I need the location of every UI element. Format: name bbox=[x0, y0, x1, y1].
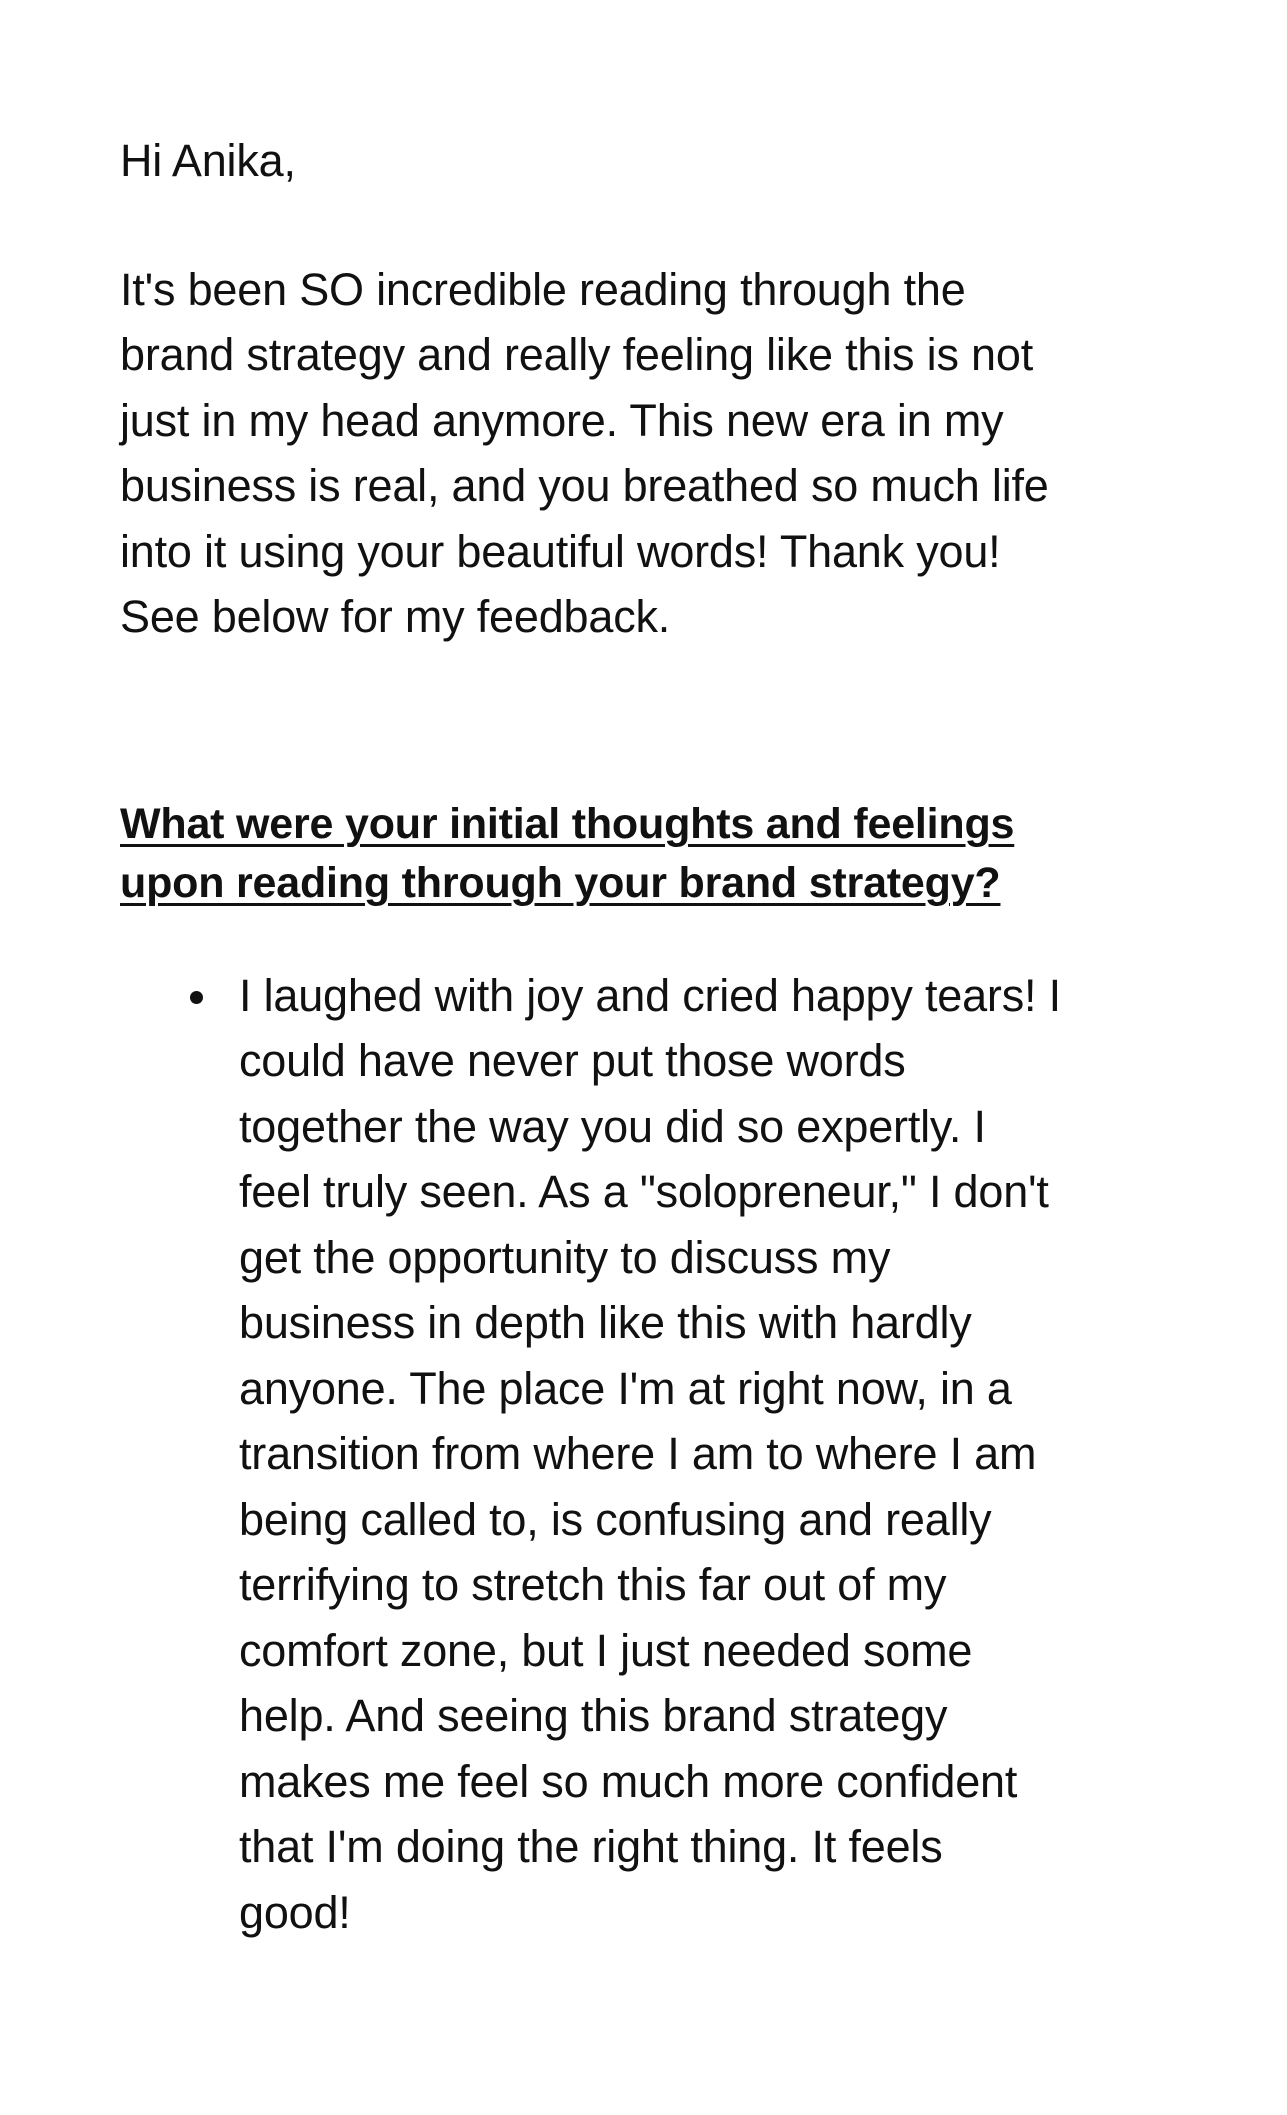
bullet-icon bbox=[190, 991, 203, 1004]
question-line: What were your initial thoughts and feelings bbox=[120, 799, 1015, 848]
answer-line: could have never put those words bbox=[239, 1035, 906, 1086]
answer-line: that I'm doing the right thing. It feels bbox=[239, 1821, 943, 1872]
answer-line: get the opportunity to discuss my bbox=[239, 1231, 891, 1283]
intro-paragraph bbox=[120, 257, 1150, 650]
answer-line: transition from where I am to where I am bbox=[239, 1428, 1037, 1479]
intro-line: business is real, and you breathed so much life bbox=[120, 460, 1049, 511]
answer-line: business in depth like this with hardly bbox=[239, 1297, 972, 1348]
question-heading bbox=[120, 795, 1150, 913]
answer-line: I laughed with joy and cried happy tears! I bbox=[239, 969, 1061, 1021]
intro-line: into it using your beautiful words! Thank you! bbox=[120, 525, 1001, 577]
answer-line: feel truly seen. As a "solopreneur," I don't bbox=[239, 1166, 1049, 1217]
answer-line: together the way you did so expertly. I bbox=[239, 1100, 986, 1152]
question-line: upon reading through your brand strategy? bbox=[120, 858, 1001, 907]
intro-line: See below for my feedback. bbox=[120, 591, 671, 642]
greeting: Hi Anika, bbox=[120, 135, 296, 186]
answer-line: help. And seeing this brand strategy bbox=[239, 1690, 948, 1741]
answer-line: comfort zone, but I just needed some bbox=[239, 1624, 973, 1676]
intro-line: just in my head anymore. This new era in my bbox=[120, 394, 1004, 446]
answer-line: being called to, is confusing and really bbox=[239, 1493, 992, 1545]
answer-list bbox=[120, 963, 1150, 1946]
answer-line: terrifying to stretch this far out of my bbox=[239, 1559, 947, 1610]
intro-line: It's been SO incredible reading through the bbox=[120, 263, 966, 315]
list-item bbox=[120, 963, 1150, 1946]
answer-line: good! bbox=[239, 1886, 351, 1938]
answer-line: makes me feel so much more confident bbox=[239, 1755, 1018, 1807]
email-body bbox=[120, 128, 1150, 1945]
answer-line: anyone. The place I'm at right now, in a bbox=[239, 1362, 1012, 1414]
intro-line: brand strategy and really feeling like this is not bbox=[120, 329, 1034, 380]
